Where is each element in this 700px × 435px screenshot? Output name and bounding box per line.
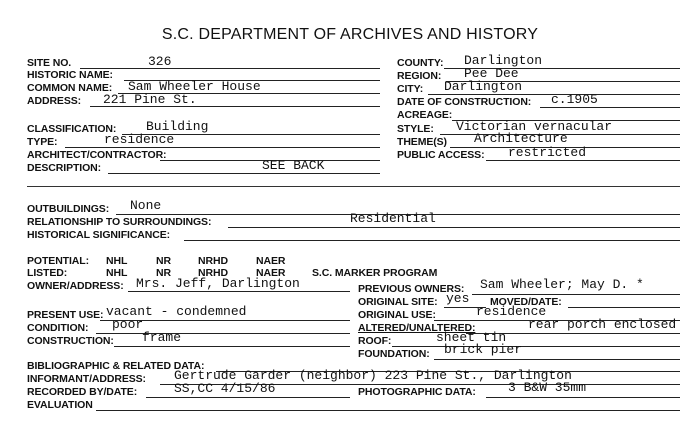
region-label: REGION:	[397, 70, 442, 82]
bibliographic-label: BIBLIOGRAPHIC & RELATED DATA:	[27, 360, 205, 372]
previous-owners-value: Sam Wheeler; May D. *	[480, 277, 644, 292]
type-label: TYPE:	[27, 136, 58, 148]
public-access-value: restricted	[508, 145, 587, 160]
photographic-value: 3 B&W 35mm	[508, 380, 587, 395]
condition-value: poor	[112, 317, 144, 332]
owner-address-label: OWNER/ADDRESS:	[27, 280, 124, 292]
city-label: CITY:	[397, 83, 424, 95]
relationship-label: RELATIONSHIP TO SURROUNDINGS:	[27, 216, 212, 228]
type-underline	[65, 147, 380, 148]
description-underline	[108, 173, 380, 174]
original-use-label: ORIGINAL USE:	[358, 309, 436, 321]
roof-underline	[392, 346, 680, 347]
present-use-value: vacant - condemned	[106, 304, 247, 319]
style-label: STYLE:	[397, 123, 434, 135]
roof-label: ROOF:	[358, 335, 392, 347]
historical-significance-underline	[184, 240, 680, 241]
relationship-value: Residential	[350, 211, 436, 226]
date-of-construction-value: c.1905	[551, 92, 598, 107]
informant-label: INFORMANT/ADDRESS:	[27, 373, 146, 385]
potential-option-naer: NAER	[256, 255, 286, 267]
evaluation-underline	[96, 410, 680, 411]
potential-option-nr: NR	[156, 255, 171, 267]
date-of-construction-underline	[540, 107, 680, 108]
original-site-label: ORIGINAL SITE:	[358, 296, 438, 308]
construction-value: frame	[142, 330, 182, 345]
public-access-label: PUBLIC ACCESS:	[397, 149, 485, 161]
informant-value: Gertrude Garder (neighbor) 223 Pine St., Darlington	[174, 368, 572, 383]
roof-value: sheet tin	[436, 330, 507, 345]
county-label: COUNTY:	[397, 57, 444, 69]
acreage-label: ACREAGE:	[397, 109, 453, 121]
site-no-value: 326	[148, 54, 172, 69]
site-no-label: SITE NO.	[27, 57, 72, 69]
address-label: ADDRESS:	[27, 95, 82, 107]
present-use-label: PRESENT USE:	[27, 309, 104, 321]
page-title: S.C. DEPARTMENT OF ARCHIVES AND HISTORY	[161, 26, 539, 43]
foundation-label: FOUNDATION:	[358, 348, 430, 360]
address-value: 221 Pine St.	[103, 92, 197, 107]
previous-owners-underline	[472, 294, 680, 295]
historical-significance-label: HISTORICAL SIGNIFICANCE:	[27, 229, 171, 241]
listed-option-nrhd: NRHD	[198, 267, 228, 279]
recorded-by-value: SS,CC 4/15/86	[174, 381, 276, 396]
moved-date-underline	[568, 307, 680, 308]
themes-label: THEME(S)	[397, 136, 447, 148]
description-value: SEE BACK	[262, 158, 325, 173]
outbuildings-label: OUTBUILDINGS:	[27, 203, 110, 215]
description-label: DESCRIPTION:	[27, 162, 102, 174]
moved-date-label: MOVED/DATE:	[490, 296, 562, 308]
relationship-underline	[228, 227, 680, 228]
classification-value: Building	[146, 119, 209, 134]
themes-value: Architecture	[474, 131, 568, 146]
listed-option-marker: S.C. MARKER PROGRAM	[312, 267, 438, 279]
blank-line-1	[27, 186, 680, 187]
date-of-construction-label: DATE OF CONSTRUCTION:	[397, 96, 532, 108]
address-underline	[90, 106, 380, 107]
evaluation-label: EVALUATION	[27, 399, 93, 411]
altered-label: ALTERED/UNALTERED:	[358, 322, 476, 334]
region-value: Pee Dee	[464, 66, 519, 81]
foundation-underline	[434, 359, 680, 360]
construction-label: CONSTRUCTION:	[27, 335, 114, 347]
style-value: Victorian vernacular	[456, 119, 613, 134]
owner-address-underline	[128, 291, 350, 292]
foundation-value: brick pier	[444, 342, 523, 357]
listed-option-nhl: NHL	[106, 267, 128, 279]
city-value: Darlington	[444, 79, 523, 94]
potential-option-nhl: NHL	[106, 255, 128, 267]
outbuildings-value: None	[130, 198, 162, 213]
condition-underline	[96, 333, 350, 334]
site-no-underline	[80, 68, 380, 69]
original-site-value: yes	[446, 291, 470, 306]
common-name-label: COMMON NAME:	[27, 82, 113, 94]
potential-label: POTENTIAL:	[27, 255, 89, 267]
common-name-value: Sam Wheeler House	[128, 79, 261, 94]
photographic-underline	[486, 397, 680, 398]
construction-underline	[114, 346, 350, 347]
altered-value: rear porch enclosed	[528, 317, 677, 332]
listed-option-naer: NAER	[256, 267, 286, 279]
historic-name-label: HISTORIC NAME:	[27, 69, 113, 81]
listed-option-nr: NR	[156, 267, 171, 279]
recorded-by-label: RECORDED BY/DATE:	[27, 386, 138, 398]
type-value: residence	[104, 132, 175, 147]
owner-address-value: Mrs. Jeff, Darlington	[136, 276, 300, 291]
condition-label: CONDITION:	[27, 322, 89, 334]
classification-label: CLASSIFICATION:	[27, 123, 117, 135]
recorded-by-underline	[146, 397, 350, 398]
listed-label: LISTED:	[27, 267, 68, 279]
public-access-underline	[486, 160, 680, 161]
original-use-value: residence	[476, 304, 547, 319]
county-value: Darlington	[464, 53, 543, 68]
potential-option-nrhd: NRHD	[198, 255, 228, 267]
previous-owners-label: PREVIOUS OWNERS:	[358, 283, 465, 295]
photographic-label: PHOTOGRAPHIC DATA:	[358, 386, 476, 398]
architect-label: ARCHITECT/CONTRACTOR:	[27, 149, 167, 161]
